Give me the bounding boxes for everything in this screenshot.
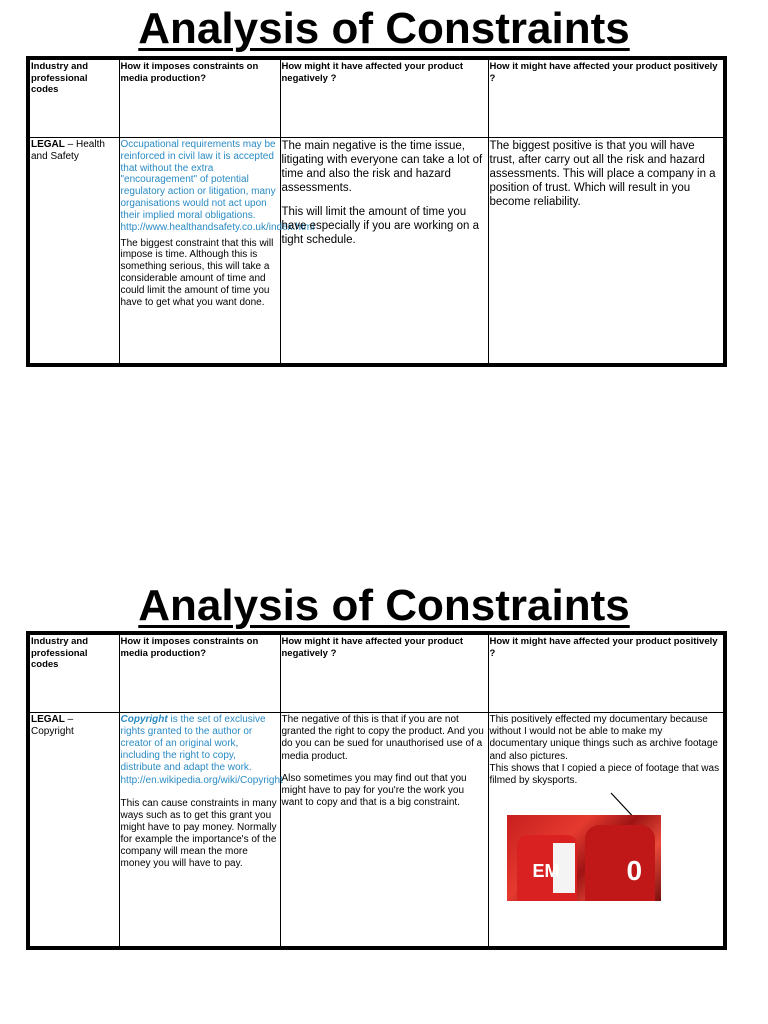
header-industry: Industry and professional codes bbox=[28, 58, 119, 138]
constraints-table bbox=[26, 56, 727, 367]
positive-paragraph: The biggest positive is that you will have trust, after carry out all the risk and hazard assessments. This will place a company in a position of trust. Which will result in you become reliability. bbox=[489, 140, 716, 208]
category-cell bbox=[28, 138, 119, 366]
slide-title: Analysis of Constraints bbox=[138, 4, 630, 53]
header-industry: Industry and professional codes bbox=[28, 633, 119, 713]
negative-paragraph: Also sometimes you may find out that you might have to pay for you're the work you want to copy and that is a big constraint. bbox=[281, 772, 467, 809]
header-positive: How it might have affected your product positively ? bbox=[488, 58, 725, 138]
slide-title: Analysis of Constraints bbox=[138, 581, 630, 630]
header-imposes: How it imposes constraints on media production? bbox=[119, 58, 280, 138]
table-header-row bbox=[28, 633, 725, 713]
positive-cell bbox=[488, 713, 725, 949]
negative-paragraph: The negative of this is that if you are not granted the right to copy the product. And you do you can be sued for unauthorised use of a media product. bbox=[281, 714, 484, 762]
category-bold: LEGAL bbox=[31, 714, 65, 725]
table-row bbox=[28, 713, 725, 949]
table-row bbox=[28, 138, 725, 366]
header-positive: How it might have affected your product positively ? bbox=[488, 633, 725, 713]
source-link[interactable]: http://www.healthandsafety.co.uk/index.html bbox=[120, 221, 315, 233]
header-negative: How might it have affected your product negatively ? bbox=[280, 633, 488, 713]
negative-paragraph: This will limit the amount of time you have especially if you are working on a tight schedule. bbox=[281, 206, 480, 246]
imposes-quote: Occupational requirements may be reinforced in civil law it is accepted that without the extra "encouragement" of potential regulatory action or litigation, many organisations would not act upon their implied moral obligations. bbox=[120, 139, 276, 221]
positive-cell bbox=[488, 138, 725, 366]
imposes-cell bbox=[119, 138, 315, 366]
source-link[interactable]: http://en.wikipedia.org/wiki/Copyright bbox=[120, 775, 283, 786]
imposes-text: This can cause constraints in many ways such as to get this grant you might have to pay money. Normally for example the importance's of the company will mean the more money you will have to pay. bbox=[120, 798, 277, 869]
category-label: – Health and Safety bbox=[31, 139, 105, 162]
imposes-cell bbox=[119, 713, 283, 949]
copyright-term: Copyright bbox=[120, 714, 168, 725]
header-negative: How might it have affected your product negatively ? bbox=[280, 58, 488, 138]
positive-paragraph: This positively effected my documentary because without I would not be able to make my documentary unique things such as archive footage and also pictures. bbox=[489, 714, 718, 762]
negative-cell bbox=[280, 713, 488, 949]
table-header-row bbox=[28, 58, 725, 138]
header-imposes: How it imposes constraints on media production? bbox=[119, 633, 280, 713]
category-bold: LEGAL bbox=[31, 139, 65, 150]
constraints-table bbox=[26, 631, 727, 950]
negative-cell bbox=[280, 138, 488, 366]
imposes-text: The biggest constraint that this will impose is time. Although this is something serious, this will take a considerable amount of time and could limit the amount of time you have to get what you want done. bbox=[120, 237, 274, 308]
positive-paragraph: This shows that I copied a piece of footage that was filmed by skysports. bbox=[489, 762, 720, 787]
football-footage-image: EM 0 bbox=[507, 815, 661, 901]
negative-paragraph: The main negative is the time issue, litigating with everyone can take a lot of time and also the risk and hazard assessments. bbox=[281, 140, 483, 194]
category-label: – Copyright bbox=[31, 714, 74, 737]
category-cell bbox=[28, 713, 119, 949]
imposes-quote: is the set of exclusive rights granted to the author or creator of an original work, including the right to copy, distribute and adapt the work. bbox=[120, 714, 266, 773]
